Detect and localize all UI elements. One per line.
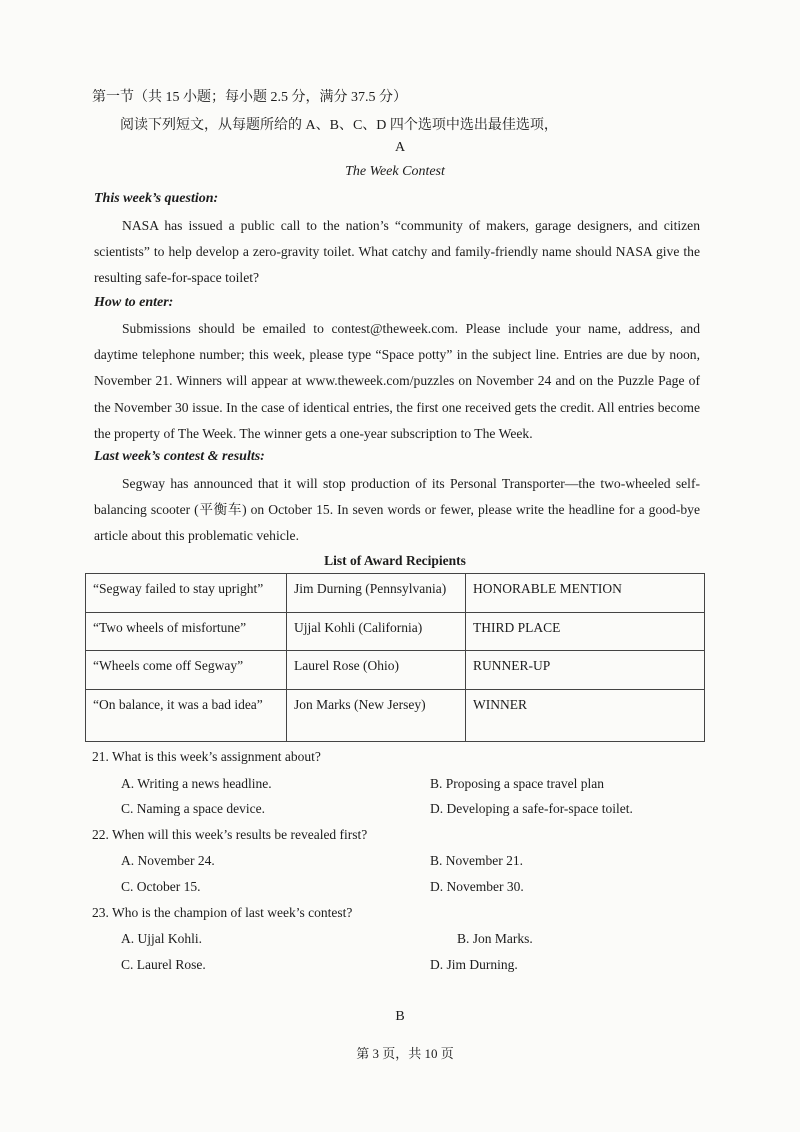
headline-cell: “On balance, it was a bad idea” (86, 690, 287, 742)
paragraph-question: NASA has issued a public call to the nation’s “community of makers, garage designers, and citizen scientists” to help develop a zero-gravity toilet. What catchy and family-friendly name should NASA give the resulting safe-for-space toilet? (94, 218, 700, 286)
question-22-stem: 22. When will this week’s results be revealed first? (92, 827, 368, 842)
recipient-cell: Jon Marks (New Jersey) (287, 690, 466, 742)
question-23-stem: 23. Who is the champion of last week’s contest? (92, 905, 353, 920)
instructions: 阅读下列短文，从每题所给的 A、B、C、D 四个选项中选出最佳选项， (120, 118, 558, 133)
headline-cell: “Segway failed to stay upright” (86, 574, 287, 613)
label-how-to-enter: How to enter: (94, 295, 174, 310)
headline-cell: “Two wheels of misfortune” (86, 612, 287, 651)
passage-title: The Week Contest (345, 164, 445, 179)
label-this-week-question: This week’s question: (94, 191, 219, 206)
paragraph-how-to-enter: Submissions should be emailed to contest@theweek.com. Please include your name, address, and daytime telephone number; this week, please type “Space potty” in the subject line. Entries are due by noon, November 21. Winners will appear at www.theweek.com/puzzles on November 24 and on the Puzzle Page of the November 30 issue. In the case of identical entries, the first one received gets the credit. All entries become the property of The Week. The winner gets a one-year subscription to The Week. (94, 321, 700, 441)
table-row (86, 651, 705, 690)
recipient-cell: Jim Durning (Pennsylvania) (287, 574, 466, 613)
table-row (86, 574, 705, 613)
award-cell: HONORABLE MENTION (466, 574, 705, 613)
question-21-option-c[interactable]: C. Naming a space device. (121, 801, 265, 816)
question-23-option-b[interactable]: B. Jon Marks. (457, 931, 533, 946)
question-21-option-d[interactable]: D. Developing a safe-for-space toilet. (430, 801, 633, 816)
paragraph-last-week: Segway has announced that it will stop production of its Personal Transporter—the two-wheeled self-balancing scooter (平衡车) on October 15. In seven words or fewer, please write the headline for a good-bye article about this problematic vehicle. (94, 476, 700, 544)
question-21-stem: 21. What is this week’s assignment about? (92, 749, 321, 764)
question-23-option-d[interactable]: D. Jim Durning. (430, 957, 518, 972)
headline-cell: “Wheels come off Segway” (86, 651, 287, 690)
label-last-week-contest: Last week’s contest & results: (94, 449, 265, 464)
table-caption: List of Award Recipients (324, 553, 466, 568)
question-22-option-d[interactable]: D. November 30. (430, 879, 524, 894)
award-cell: RUNNER-UP (466, 651, 705, 690)
question-23-option-c[interactable]: C. Laurel Rose. (121, 957, 206, 972)
recipient-cell: Ujjal Kohli (California) (287, 612, 466, 651)
award-cell: WINNER (466, 690, 705, 742)
passage-letter: A (394, 140, 406, 155)
table-row (86, 612, 705, 651)
section-header: 第一节（共 15 小题；每小题 2.5 分，满分 37.5 分） (92, 90, 407, 105)
next-passage-letter: B (395, 1009, 405, 1024)
question-21-option-a[interactable]: A. Writing a news headline. (121, 776, 272, 791)
question-23-option-a[interactable]: A. Ujjal Kohli. (121, 931, 202, 946)
question-21-option-b[interactable]: B. Proposing a space travel plan (430, 776, 604, 791)
question-22-option-c[interactable]: C. October 15. (121, 879, 201, 894)
award-cell: THIRD PLACE (466, 612, 705, 651)
question-22-option-b[interactable]: B. November 21. (430, 853, 523, 868)
page-footer: 第 3 页，共 10 页 (356, 1046, 454, 1061)
award-recipients-table (85, 573, 705, 742)
recipient-cell: Laurel Rose (Ohio) (287, 651, 466, 690)
table-row (86, 690, 705, 742)
question-22-option-a[interactable]: A. November 24. (121, 853, 215, 868)
